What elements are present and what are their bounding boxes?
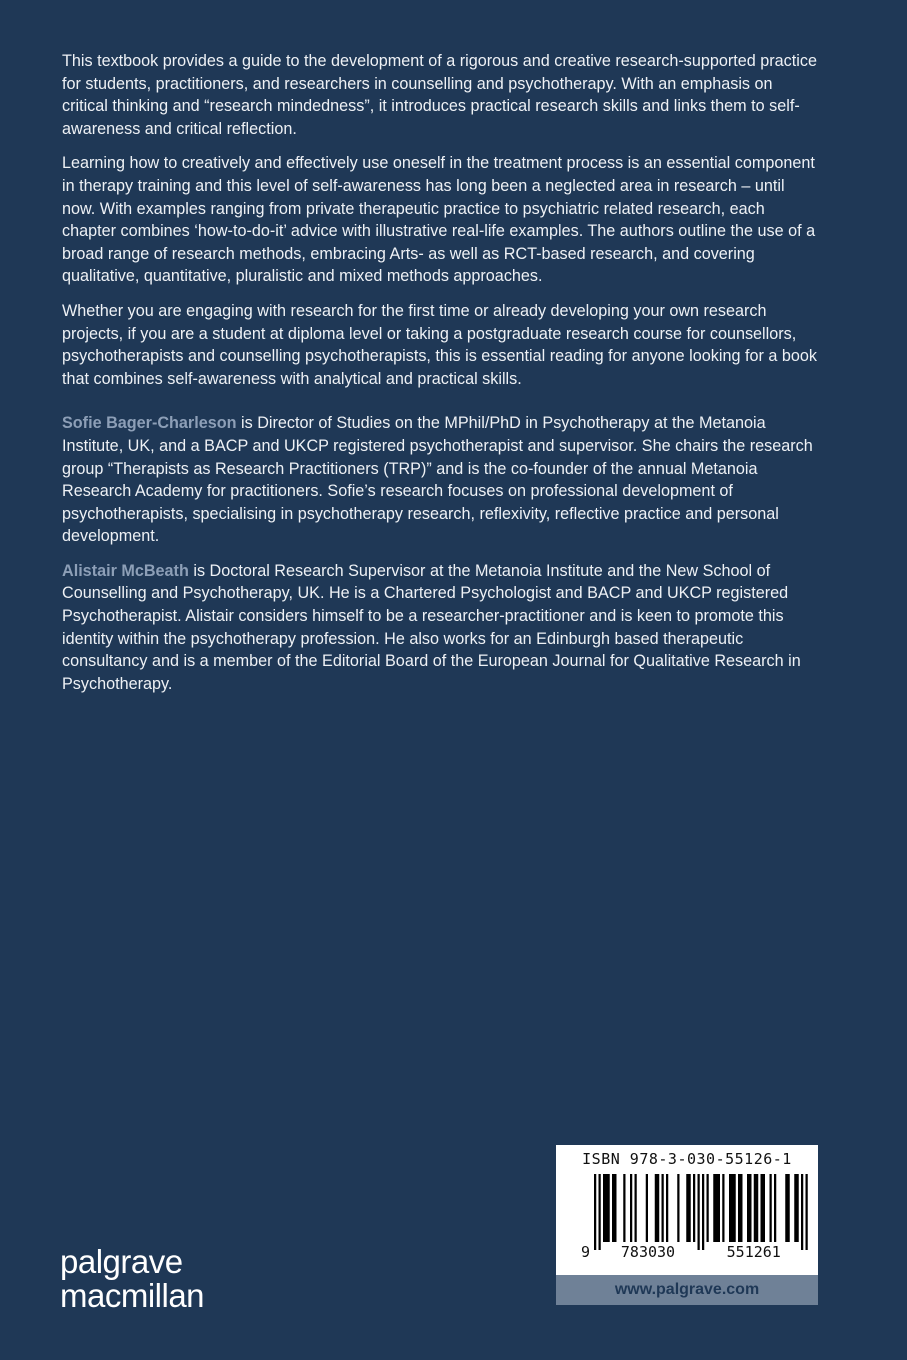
author-bio-1: [62, 412, 822, 548]
barcode-bar: [603, 1174, 610, 1242]
website-link[interactable]: www.palgrave.com: [614, 1281, 760, 1298]
barcode-bar: [794, 1174, 799, 1242]
barcode-bar: [774, 1174, 776, 1242]
barcode-bar: [722, 1174, 724, 1242]
barcode-bar: [666, 1174, 668, 1242]
barcode-digits: 9: [580, 1243, 590, 1261]
barcode-bar: [693, 1174, 695, 1242]
barcode-panel: [556, 1145, 818, 1275]
barcode-digits: 551261: [726, 1243, 781, 1261]
website-bar: [556, 1275, 818, 1305]
barcode-digits: 783030: [620, 1243, 676, 1261]
barcode-bar: [594, 1174, 596, 1250]
author-bio-text-1: is Director of Studies on the MPhil/PhD in Psychotherapy at the Metanoia Institute, UK, and a BACP and UKCP registered psychotherapist and supervisor. She chairs the research group “Therapists as Research Practitioners (TRP)” and is the co-founder of the annual Metanoia Research Academy for practitioners. Sofie’s research focuses on professional development of psychotherapists, specialising in psychotherapy research, reflexivity, reflective practice and personal development.: [62, 414, 813, 546]
barcode-bar: [713, 1174, 720, 1242]
description-paragraph-2: Learning how to creatively and effectively use oneself in the treatment process is an essential component in therapy training and this level of self-awareness has long been a neglected area in research – until now. With examples ranging from private therapeutic practice to psychiatric related research, each chapter combines ‘how-to-do-it’ advice with illustrative real-life examples. The authors outline the use of a broad range of research methods, embracing Arts- as well as RCT-based research, and covering qualitative, quantitative, pluralistic and mixed methods approaches.: [62, 154, 816, 286]
barcode-bar: [702, 1174, 704, 1250]
barcode-bar: [770, 1174, 772, 1242]
barcode-bar: [662, 1174, 664, 1242]
barcode-bar: [677, 1174, 679, 1242]
author-name-1: Sofie Bager-Charleson: [62, 414, 237, 433]
barcode-bar: [747, 1174, 752, 1242]
barcode-bar: [761, 1174, 766, 1242]
barcode-bar: [707, 1174, 709, 1242]
logo-line-1: palgrave: [60, 1243, 183, 1280]
barcode-bar: [801, 1174, 803, 1250]
barcode-bar: [635, 1174, 637, 1242]
barcode-bar: [698, 1174, 700, 1250]
barcode-bar: [754, 1174, 759, 1242]
barcode-bar: [806, 1174, 808, 1250]
barcode-bar: [612, 1174, 617, 1242]
barcode-bar: [738, 1174, 743, 1242]
barcode-bar: [729, 1174, 736, 1242]
barcode-bar: [686, 1174, 691, 1242]
author-bio-2: [62, 560, 822, 696]
barcode-bar: [599, 1174, 601, 1250]
barcode-graphic: [556, 1145, 818, 1275]
barcode-bar: [646, 1174, 648, 1242]
barcode-bar: [785, 1174, 790, 1242]
isbn-label: ISBN 978-3-030-55126-1: [582, 1150, 792, 1168]
barcode-bar: [630, 1174, 632, 1242]
logo-line-2: macmillan: [60, 1277, 205, 1314]
barcode-bar: [623, 1174, 625, 1242]
author-name-2: Alistair McBeath: [62, 561, 189, 580]
back-cover-text: [62, 50, 822, 707]
description-paragraph-1: This textbook provides a guide to the development of a rigorous and creative research-supported practice for students, practitioners, and researchers in counselling and psychotherapy. With an emphasis on critical thinking and “research mindedness”, it introduces practical research skills and links them to self-awareness and critical reflection.: [62, 52, 817, 138]
description-paragraph-3: Whether you are engaging with research for the first time or already developing your own research projects, if you are a student at diploma level or taking a postgraduate research course for counsellors, psychotherapists and counselling psychotherapists, this is essential reading for anyone looking for a book that combines self-awareness with analytical and practical skills.: [62, 301, 817, 388]
author-bio-text-2: is Doctoral Research Supervisor at the Metanoia Institute and the New School of Counselling and Psychotherapy, UK. He is a Chartered Psychologist and BACP and UKCP registered Psychotherapist. Alistair considers himself to be a researcher-practitioner and is keen to promote this identity within the psychotherapy profession. He also works for an Edinburgh based therapeutic consultancy and is a member of the Editorial Board of the European Journal for Qualitative Research in Psychotherapy.: [62, 561, 801, 693]
barcode-bar: [655, 1174, 660, 1242]
publisher-logo: [60, 1245, 204, 1313]
